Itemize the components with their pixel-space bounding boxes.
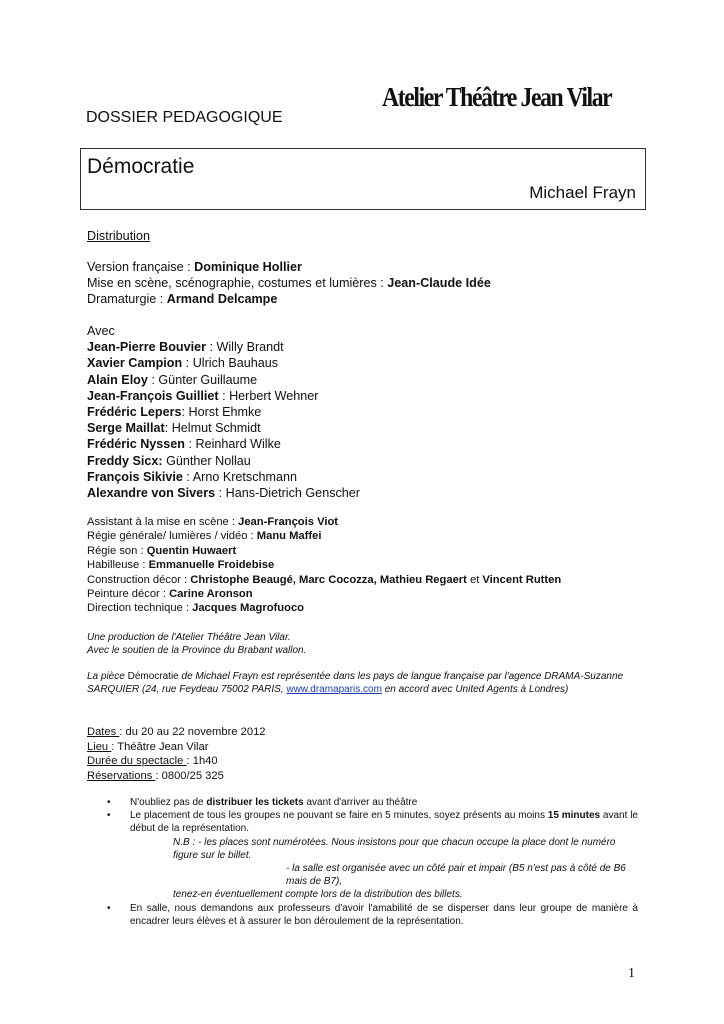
cast-sep: : (185, 437, 196, 452)
distribution-heading-text: Distribution (87, 229, 150, 243)
play-title: Démocratie (87, 155, 195, 178)
cast-line (87, 355, 360, 371)
crew-name: Manu Maffei (256, 530, 322, 543)
cast-character: Hans-Dietrich Genscher (225, 486, 360, 501)
credits-block (87, 259, 491, 308)
crew-line (87, 544, 561, 558)
info-value: : 1h40 (186, 755, 218, 768)
cast-line (87, 339, 360, 355)
cast-sep: : (182, 356, 193, 371)
cast-actor: François Sikivie (87, 469, 183, 484)
bullet-icon: • (107, 810, 111, 822)
note-seating: N.B : - les places sont numérotées. Nous insistons pour que chacun occupe la place dont le numéro figure sur le billet. (173, 836, 616, 861)
info-label: Dates (87, 726, 120, 738)
list-item (87, 902, 638, 928)
cast-sep: : (164, 421, 172, 436)
production-line: Une production de l'Atelier Théâtre Jean Vilar. (87, 632, 291, 643)
cast-actor: Alain Eloy (87, 372, 148, 387)
crew-block (87, 515, 561, 616)
crew-et: et (466, 573, 483, 586)
cast-line (87, 453, 360, 469)
rights-note (87, 671, 640, 696)
cast-character: Reinhard Wilke (195, 437, 281, 452)
cast-line (87, 388, 360, 404)
crew-line (87, 587, 561, 601)
crew-name: Quentin Huwaert (146, 544, 237, 557)
bullet-emphasis: 15 minutes (547, 810, 601, 822)
credit-role: Version française : (87, 260, 195, 274)
info-dates (87, 725, 266, 740)
cast-actor: Freddy Sicx: (87, 453, 163, 468)
info-label: Lieu (87, 740, 112, 753)
cast-line (87, 372, 360, 388)
bullet-icon: • (107, 902, 111, 914)
credit-name: Dominique Hollier (194, 260, 302, 274)
credit-role: Mise en scène, scénographie, costumes et lumières : (87, 276, 388, 291)
bullet-text: N'oubliez pas de (130, 797, 207, 808)
note-layout: - la salle est organisée avec un côté pair et impair (B5 n'est pas à côté de B6 mais de B7), (286, 863, 626, 888)
crew-role: Régie son : (87, 544, 147, 557)
crew-line (87, 529, 561, 543)
note-layout-cont: tenez-en éventuellement compte lors de la distribution des billets. (173, 889, 463, 901)
list-item (87, 809, 638, 835)
crew-name: Vincent Rutten (482, 573, 562, 586)
cast-actor: Alexandre von Sivers (87, 486, 216, 501)
credit-role: Dramaturgie : (87, 292, 167, 307)
bullet-icon: • (107, 797, 111, 808)
cast-actor: Frédéric Lepers (87, 405, 182, 420)
info-label: Durée du spectacle (87, 755, 187, 768)
cast-sep: : (206, 340, 217, 355)
cast-character: Arno Kretschmann (192, 469, 298, 484)
crew-role: Assistant à la mise en scène : (87, 516, 239, 528)
rights-text: La pièce (87, 671, 128, 682)
info-value: : du 20 au 22 novembre 2012 (119, 726, 266, 738)
crew-line (87, 601, 561, 615)
cast-actor: Serge Maillat (87, 421, 165, 436)
bullet-text: Le placement de tous les groupes ne pouvant se faire en 5 minutes, soyez présents au moins (130, 810, 548, 822)
crew-name: Emmanuelle Froidebise (148, 559, 275, 572)
crew-line (87, 515, 561, 529)
cast-block (87, 323, 360, 501)
crew-name: Jean-François Viot (238, 516, 338, 528)
cast-sep: : (182, 469, 193, 484)
list-item (87, 796, 638, 809)
support-line: Avec le soutien de la Province du Brabant wallon. (87, 644, 307, 656)
bullet-text: avant d'arriver au théâtre (303, 797, 418, 808)
dossier-label: DOSSIER PEDAGOGIQUE (86, 109, 283, 126)
credit-name: Armand Delcampe (166, 292, 278, 307)
bullet-text: avant le début de la représentation. (130, 810, 638, 835)
credit-name: Jean-Claude Idée (387, 276, 491, 291)
cast-actor: Jean-François Guilliet (87, 388, 219, 403)
crew-role: Direction technique : (87, 602, 193, 615)
cast-actor: Xavier Campion (87, 356, 183, 371)
cast-sep: : (181, 405, 189, 420)
credit-line (87, 275, 491, 291)
cast-character: Herbert Wehner (229, 388, 319, 403)
play-author: Michael Frayn (529, 183, 636, 202)
credit-line (87, 291, 491, 307)
crew-role: Habilleuse : (87, 559, 149, 572)
cast-character: Horst Ehmke (188, 405, 262, 420)
dramaparis-link[interactable]: www.dramaparis.com (286, 683, 382, 695)
bullet-text: En salle, nous demandons aux professeurs d'avoir l'amabilité de se disperser dans leur groupe de manière à encadrer leurs élèves et à assurer le bon déroulement de la représentation. (130, 902, 638, 927)
crew-name: Jacques Magrofuoco (192, 602, 305, 615)
cast-line (87, 404, 360, 420)
rights-title: Démocratie (127, 671, 179, 682)
info-label: Réservations (87, 769, 156, 782)
distribution-heading (87, 228, 150, 244)
cast-character: Günter Guillaume (158, 372, 258, 387)
info-value: : 0800/25 325 (155, 769, 224, 782)
crew-name: Carine Aronson (169, 588, 253, 601)
instructions-list (87, 796, 638, 928)
title-box (80, 148, 646, 210)
cast-line (87, 420, 360, 436)
cast-line (87, 436, 360, 452)
cast-character: Ulrich Bauhaus (192, 356, 279, 371)
rights-text: en accord avec United Agents à Londres) (381, 683, 569, 695)
crew-role: Régie générale/ lumières / vidéo : (87, 530, 257, 543)
cast-actor: Jean-Pierre Bouvier (87, 340, 206, 355)
avec-label: Avec (87, 324, 115, 338)
cast-line (87, 469, 360, 485)
cast-character: Günther Nollau (166, 453, 251, 468)
info-duration (87, 754, 266, 769)
bullet-emphasis: distribuer les tickets (206, 797, 304, 808)
rights-text: de Michael Frayn est représentée dans les pays de langue française par l'agence DRAMA-Suzanne SARQUIER (24, rue Feydeau 75002 PARIS, (87, 671, 624, 695)
crew-line (87, 573, 561, 587)
crew-role: Peinture décor : (87, 588, 170, 601)
crew-role: Construction décor : (87, 573, 191, 586)
production-note (87, 632, 306, 657)
cast-character: Helmut Schmidt (171, 421, 261, 436)
cast-character: Willy Brandt (216, 340, 284, 355)
credit-line (87, 259, 491, 275)
cast-sep: : (218, 388, 230, 403)
info-block (87, 725, 266, 783)
info-reservations (87, 769, 266, 784)
cast-sep: : (215, 486, 226, 501)
cast-actor: Frédéric Nyssen (87, 437, 186, 452)
info-value: : Théâtre Jean Vilar (111, 740, 209, 753)
crew-line (87, 558, 561, 572)
cast-sep: : (147, 372, 159, 387)
page-number: 1 (628, 966, 635, 981)
info-venue (87, 740, 266, 755)
crew-name: Christophe Beaugé, Marc Cocozza, Mathieu Regaert (190, 573, 467, 586)
cast-line (87, 485, 360, 501)
theatre-logo: Atelier Théâtre Jean Vilar (382, 82, 612, 112)
